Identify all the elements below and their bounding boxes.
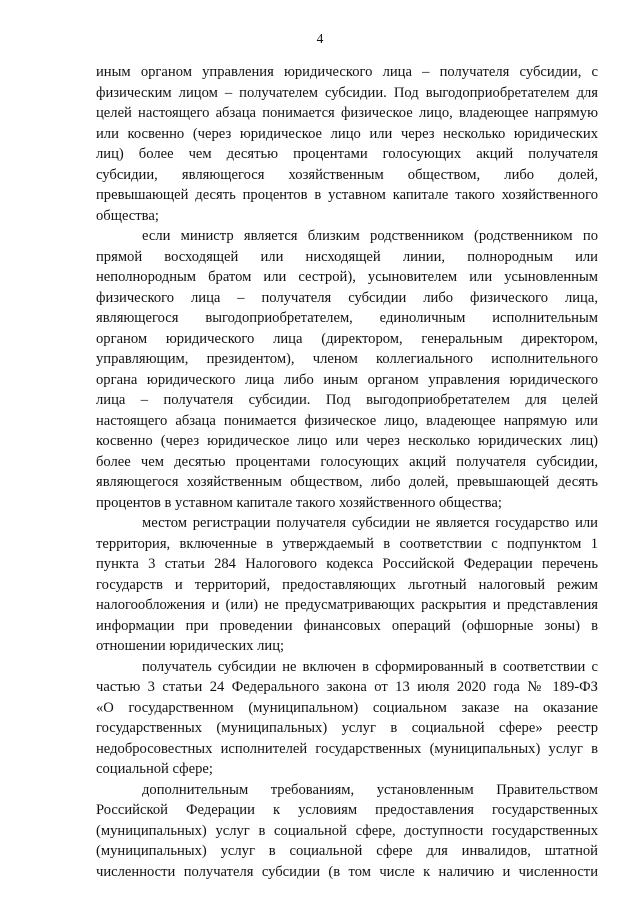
text-line: физическим лицом – получателем субсидии. Под выгодоприобретателем для bbox=[96, 84, 598, 101]
text-line: органа юридического лица либо иным органом управления юридического bbox=[96, 371, 598, 388]
text-line: физического лица – получателя субсидии либо физического лица, bbox=[96, 289, 598, 306]
text-line: государств и территорий, предоставляющих льготный налоговый режим bbox=[96, 576, 598, 593]
text-line: процентов в уставном капитале такого хозяйственного общества; bbox=[96, 494, 502, 511]
text-line: неполнородным братом или сестрой), усыновителем или усыновленным bbox=[96, 269, 598, 285]
text-line: если министр является близким родственником (родственником по bbox=[142, 228, 598, 244]
text-line: настоящего абзаца понимается физическое лицо, владеющее напрямую или bbox=[96, 412, 598, 429]
text-line: иным органом управления юридического лица – получателя субсидии, с bbox=[96, 64, 598, 80]
document-body bbox=[96, 62, 598, 882]
text-line: частью 3 статьи 24 Федерального закона от 13 июля 2020 года № 189-ФЗ bbox=[96, 679, 598, 695]
text-line: Российской Федерации к условиям предоставления государственных bbox=[96, 802, 598, 818]
text-line: «О государственном (муниципальном) социальном заказе на оказание bbox=[96, 699, 598, 716]
text-line: пункта 3 статьи 284 Налогового кодекса Российской Федерации перечень bbox=[96, 556, 598, 572]
text-line: численности получателя субсидии (в том числе к наличию и численности bbox=[96, 863, 598, 880]
text-line: являющегося выгодоприобретателем, единоличным исполнительным bbox=[96, 310, 598, 326]
text-line: более чем десятью процентами голосующих акций получателя субсидии, bbox=[96, 453, 598, 470]
text-line: лиц) более чем десятью процентами голосующих акций получателя bbox=[96, 146, 598, 162]
text-line: получатель субсидии не включен в сформированный в соответствии с bbox=[142, 658, 598, 675]
text-line: налогообложения и (или) не предусматривающих раскрытия и представления bbox=[96, 597, 598, 613]
text-line: территория, включенные в утверждаемый в соответствии с подпунктом 1 bbox=[96, 535, 598, 552]
text-line: целей настоящего абзаца понимается физическое лицо, владеющее напрямую bbox=[96, 105, 598, 121]
page-number: 4 bbox=[316, 31, 324, 46]
text-line: превышающей десять процентов в уставном капитале такого хозяйственного bbox=[96, 187, 598, 203]
text-line: или косвенно (через юридическое лицо или через несколько юридических bbox=[96, 125, 598, 142]
text-line: местом регистрации получателя субсидии не является государство или bbox=[142, 515, 598, 531]
text-line: косвенно (через юридическое лицо или через несколько юридических лиц) bbox=[96, 433, 598, 449]
text-line: являющегося хозяйственным обществом, либо долей, превышающей десять bbox=[96, 474, 598, 490]
text-line: органом юридического лица (директором, генеральным директором, bbox=[96, 330, 598, 347]
text-line: управляющим, президентом), членом коллегиального исполнительного bbox=[96, 351, 598, 367]
text-line: прямой восходящей или нисходящей линии, полнородным или bbox=[96, 248, 598, 265]
text-line: лица – получателя субсидии. Под выгодоприобретателем для целей bbox=[96, 392, 598, 408]
text-line: субсидии, являющегося хозяйственным обществом, либо долей, bbox=[96, 166, 598, 183]
text-line: отношении юридических лиц; bbox=[96, 638, 285, 654]
text-line: государственных (муниципальных) услуг в социальной сфере» реестр bbox=[96, 720, 598, 736]
text-line: общества; bbox=[96, 207, 159, 224]
text-line: социальной сфере; bbox=[96, 761, 213, 777]
text-line: (муниципальных) услуг в социальной сфере, доступности государственных bbox=[96, 822, 598, 839]
text-line: дополнительным требованиям, установленным Правительством bbox=[142, 781, 598, 798]
text-line: недобросовестных исполнителей государственных (муниципальных) услуг в bbox=[96, 740, 598, 757]
text-line: (муниципальных) услуг в социальной сфере для инвалидов, штатной bbox=[96, 843, 598, 859]
text-line: информации при проведении финансовых операций (офшорные зоны) в bbox=[96, 617, 598, 634]
